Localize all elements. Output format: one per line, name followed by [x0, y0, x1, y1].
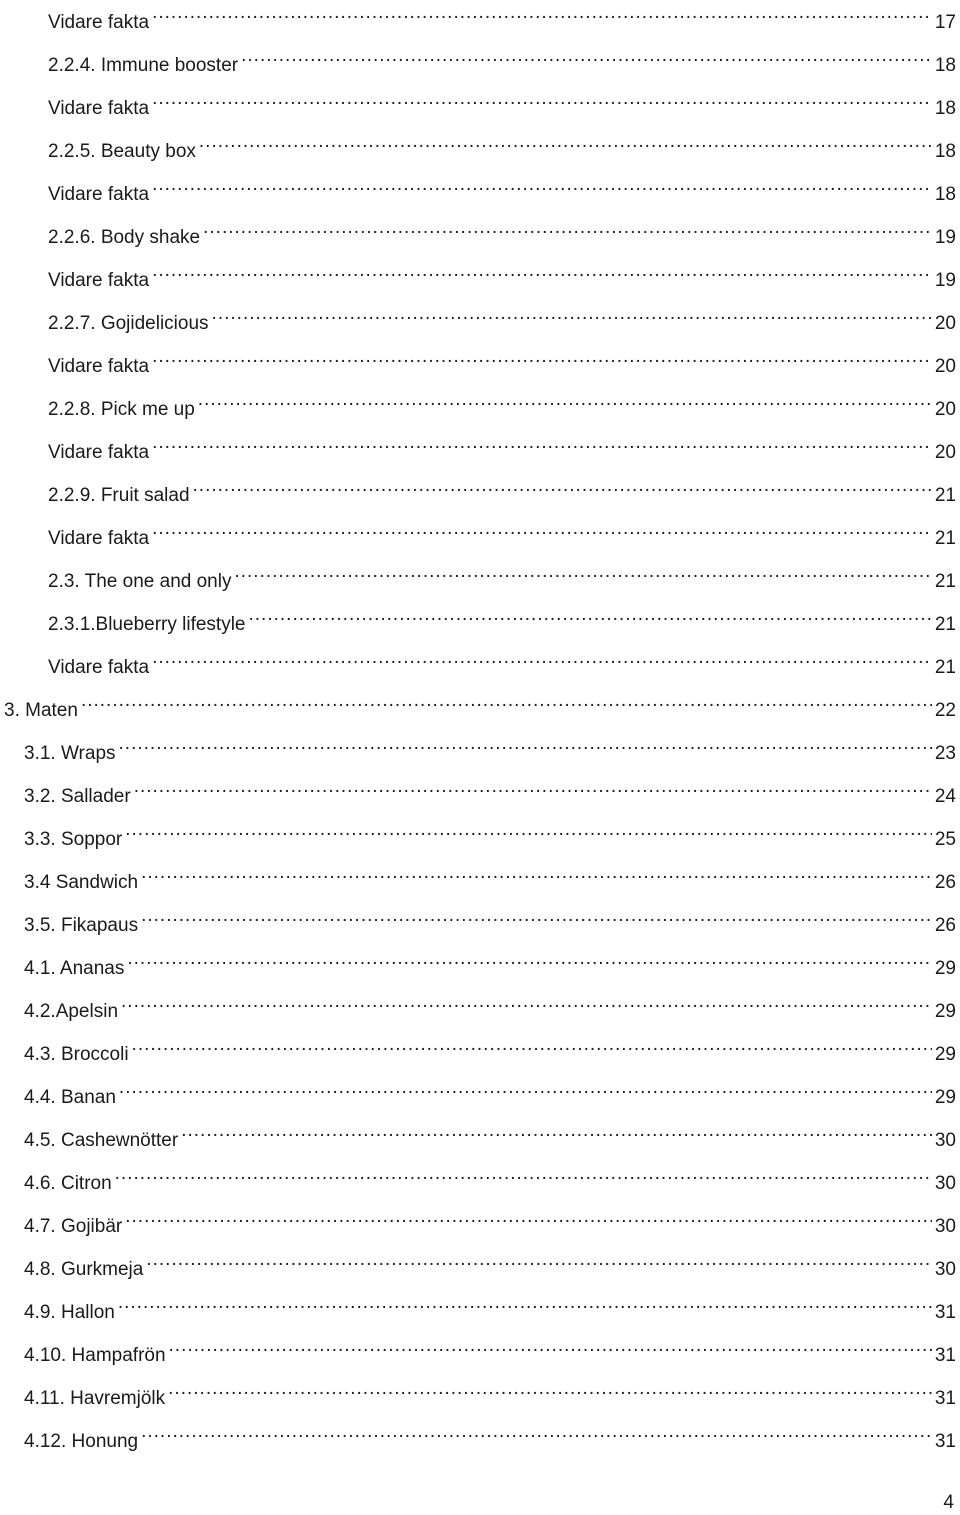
toc-entry-label: 3.4 Sandwich [24, 872, 139, 893]
toc-entry[interactable] [48, 471, 956, 506]
toc-entry-label: 3. Maten [4, 700, 78, 721]
toc-entry-page: 21 [934, 657, 956, 678]
toc-entry-label: Vidare fakta [48, 657, 150, 678]
toc-entry-page: 19 [934, 270, 956, 291]
toc-entry-label: Vidare fakta [48, 12, 150, 33]
toc-entry[interactable] [24, 1116, 956, 1151]
toc-entry-page: 18 [934, 141, 956, 162]
toc-entry[interactable] [48, 342, 956, 377]
toc-entry[interactable] [24, 1288, 956, 1323]
toc-entry-label: 4.7. Gojibär [24, 1216, 123, 1237]
toc-entry[interactable] [24, 815, 956, 850]
toc-entry-label: 2.2.9. Fruit salad [48, 485, 190, 506]
toc-dot-leader [115, 1159, 932, 1189]
toc-entry[interactable] [24, 1331, 956, 1366]
toc-entry-label: 3.1. Wraps [24, 743, 116, 764]
toc-dot-leader [134, 772, 932, 802]
toc-entry[interactable] [48, 557, 956, 592]
toc-entry[interactable] [48, 213, 956, 248]
toc-dot-leader [141, 901, 932, 931]
toc-entry-label: Vidare fakta [48, 356, 150, 377]
toc-entry-page: 30 [934, 1173, 956, 1194]
toc-entry-label: 4.4. Banan [24, 1087, 116, 1108]
toc-entry[interactable] [48, 514, 956, 549]
toc-entry[interactable] [48, 299, 956, 334]
toc-entry-page: 29 [934, 958, 956, 979]
toc-entry-page: 31 [934, 1345, 956, 1366]
toc-entry[interactable] [48, 84, 956, 119]
toc-dot-leader [152, 514, 932, 544]
toc-entry-page: 29 [934, 1087, 956, 1108]
toc-entry-label: 2.2.6. Body shake [48, 227, 201, 248]
toc-entry[interactable] [48, 600, 956, 635]
toc-dot-leader [203, 213, 932, 243]
toc-entry[interactable] [24, 987, 956, 1022]
toc-dot-leader [181, 1116, 932, 1146]
toc-entry[interactable] [24, 1417, 956, 1452]
toc-entry-page: 21 [934, 528, 956, 549]
toc-entry-page: 25 [934, 829, 956, 850]
toc-entry-page: 26 [934, 872, 956, 893]
toc-entry-page: 18 [934, 55, 956, 76]
toc-entry-label: 4.3. Broccoli [24, 1044, 129, 1065]
toc-entry-page: 19 [934, 227, 956, 248]
toc-entry[interactable] [24, 1202, 956, 1237]
toc-entry[interactable] [48, 41, 956, 76]
toc-entry[interactable] [24, 1159, 956, 1194]
toc-entry-page: 29 [934, 1044, 956, 1065]
toc-entry-label: Vidare fakta [48, 270, 150, 291]
toc-dot-leader [234, 557, 931, 587]
toc-entry-page: 20 [934, 442, 956, 463]
toc-entry-page: 21 [934, 485, 956, 506]
toc-entry-page: 20 [934, 356, 956, 377]
toc-dot-leader [146, 1245, 932, 1275]
toc-entry-label: 2.2.7. Gojidelicious [48, 313, 209, 334]
toc-entry-label: Vidare fakta [48, 98, 150, 119]
toc-dot-leader [152, 342, 932, 372]
toc-entry-page: 31 [934, 1302, 956, 1323]
toc-entry[interactable] [48, 256, 956, 291]
toc-entry-label: Vidare fakta [48, 442, 150, 463]
toc-entry-label: 2.2.5. Beauty box [48, 141, 196, 162]
toc-entry-label: 3.5. Fikapaus [24, 915, 139, 936]
toc-entry-label: Vidare fakta [48, 528, 150, 549]
toc-entry[interactable] [48, 170, 956, 205]
toc-entry[interactable] [4, 686, 956, 721]
toc-entry-page: 21 [934, 614, 956, 635]
toc-dot-leader [199, 127, 932, 157]
toc-entry-label: 2.2.8. Pick me up [48, 399, 195, 420]
toc-dot-leader [127, 944, 931, 974]
toc-entry-page: 20 [934, 399, 956, 420]
toc-dot-leader [152, 170, 932, 200]
toc-dot-leader [125, 815, 932, 845]
toc-entry-page: 20 [934, 313, 956, 334]
toc-dot-leader [141, 858, 932, 888]
toc-dot-leader [241, 41, 932, 71]
toc-entry[interactable] [48, 127, 956, 162]
toc-entry-page: 31 [934, 1431, 956, 1452]
toc-entry[interactable] [24, 729, 956, 764]
toc-entry[interactable] [24, 1073, 956, 1108]
toc-dot-leader [152, 84, 932, 114]
toc-entry-page: 30 [934, 1130, 956, 1151]
toc-dot-leader [249, 600, 932, 630]
toc-entry[interactable] [24, 858, 956, 893]
toc-entry-label: 4.11. Havremjölk [24, 1388, 166, 1409]
toc-entry-label: 4.6. Citron [24, 1173, 112, 1194]
toc-entry-label: 3.2. Sallader [24, 786, 131, 807]
toc-entry-page: 18 [934, 184, 956, 205]
toc-entry[interactable] [24, 772, 956, 807]
toc-entry-label: 2.3.1.Blueberry lifestyle [48, 614, 246, 635]
toc-entry-page: 21 [934, 571, 956, 592]
toc-entry-label: Vidare fakta [48, 184, 150, 205]
toc-entry-label: 4.12. Honung [24, 1431, 139, 1452]
toc-dot-leader [152, 256, 932, 286]
toc-entry[interactable] [48, 428, 956, 463]
toc-dot-leader [119, 729, 932, 759]
toc-dot-leader [141, 1417, 932, 1447]
toc-dot-leader [132, 1030, 932, 1060]
toc-entry-page: 30 [934, 1259, 956, 1280]
toc-dot-leader [212, 299, 932, 329]
toc-entry-label: 4.9. Hallon [24, 1302, 115, 1323]
toc-entry-page: 18 [934, 98, 956, 119]
toc-dot-leader [125, 1202, 932, 1232]
toc-dot-leader [81, 686, 932, 716]
toc-entry-page: 30 [934, 1216, 956, 1237]
toc-entry-label: 4.2.Apelsin [24, 1001, 119, 1022]
toc-dot-leader [119, 1073, 932, 1103]
toc-dot-leader [168, 1374, 932, 1404]
toc-entry-page: 26 [934, 915, 956, 936]
toc-entry[interactable] [24, 1245, 956, 1280]
toc-entry[interactable] [48, 643, 956, 678]
toc-entry[interactable] [24, 1030, 956, 1065]
toc-entry[interactable] [24, 901, 956, 936]
toc-entry-page: 24 [934, 786, 956, 807]
toc-entry-label: 4.5. Cashewnötter [24, 1130, 179, 1151]
toc-entry-label: 2.2.4. Immune booster [48, 55, 239, 76]
toc-entry-label: 4.8. Gurkmeja [24, 1259, 144, 1280]
toc-entry-label: 3.3. Soppor [24, 829, 123, 850]
toc-dot-leader [169, 1331, 932, 1361]
toc-dot-leader [193, 471, 932, 501]
toc-entry-label: 4.10. Hampafrön [24, 1345, 166, 1366]
toc-entry[interactable] [48, 0, 956, 33]
toc-entry-label: 2.3. The one and only [48, 571, 232, 592]
toc-dot-leader [152, 0, 932, 28]
toc-entry[interactable] [48, 385, 956, 420]
toc-entry-label: 4.1. Ananas [24, 958, 125, 979]
toc-dot-leader [152, 643, 932, 673]
toc-entry-page: 29 [934, 1001, 956, 1022]
toc-entry[interactable] [24, 944, 956, 979]
toc-entry-page: 17 [934, 12, 956, 33]
page-number: 4 [943, 1492, 954, 1513]
toc-dot-leader [198, 385, 932, 415]
toc-dot-leader [118, 1288, 932, 1318]
toc-entry-page: 23 [934, 743, 956, 764]
toc-entry-page: 31 [934, 1388, 956, 1409]
toc-dot-leader [152, 428, 932, 458]
toc-entry-page: 22 [934, 700, 956, 721]
toc-entry[interactable] [24, 1374, 956, 1409]
toc-dot-leader [121, 987, 932, 1017]
